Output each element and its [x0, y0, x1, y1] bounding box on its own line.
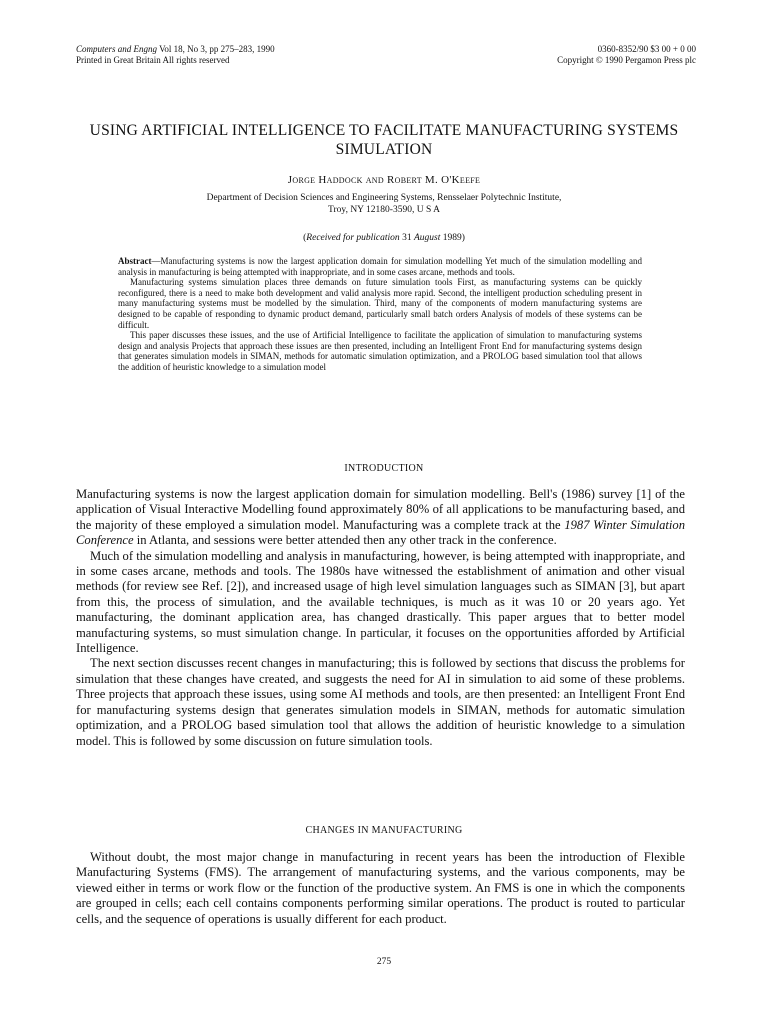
- abstract-paragraph-2: Manufacturing systems simulation places three demands on future simulation tools First, as manufacturing systems can be quickly reconfigured, there is a need to make both development and valid analysis more rapid. Second, the intelligent production scheduling present in many manufacturing systems must be modelled by the simulation. Third, many of the components of modern manufacturing systems are designed to be capable of responding to dynamic product demand, particularly small batch orders Analysis of models of these systems can be difficult.: [118, 277, 642, 330]
- received-day: 31: [399, 233, 414, 243]
- introduction-heading: INTRODUCTION: [344, 463, 424, 474]
- introduction-paragraph-1: [76, 487, 685, 549]
- copyright-block: [557, 44, 696, 66]
- received-month: August: [413, 233, 441, 243]
- intro-p1-text-b: in Atlanta, and sessions were better attended then any other track in the conference.: [133, 533, 557, 548]
- received-year: 1989): [440, 233, 465, 243]
- journal-line: [76, 44, 275, 55]
- journal-citation: [76, 44, 275, 66]
- received-open: (: [303, 233, 307, 243]
- abstract-text-1: —Manufacturing systems is now the largest application domain for simulation modelling Yet much of the simulation modelling and analysis in manufacturing is being attempted with inappropriate, and in some cases arcane, methods and tools.: [118, 256, 642, 277]
- changes-body: [76, 850, 685, 927]
- conference-name: 1987 Winter Simulation Conference: [76, 517, 686, 548]
- author-affiliation: [120, 192, 648, 216]
- abstract: [118, 256, 642, 373]
- journal-name: Computers and Engng: [76, 44, 157, 54]
- paper-title: USING ARTIFICIAL INTELLIGENCE TO FACILITATE MANUFACTURING SYSTEMS SIMULATION: [89, 122, 679, 158]
- introduction-paragraph-2: Much of the simulation modelling and analysis in manufacturing, however, is being attempted with inappropriate, and in some cases arcane, methods and tools. The 1980s have witnessed the establishment of animation and other visual methods (for review see Ref. [2]), and increased usage of high level simulation languages such as SIMAN [3], but apart from this, the process of simulation, and the available techniques, is much as it was 10 or 20 years ago. Yet manufacturing, the dominant application area, has changed drastically. This paper argues that to better model manufacturing systems, so must simulation change. In particular, it focuses on the opportunities afforded by Artificial Intelligence.: [76, 548, 685, 656]
- printed-line: Printed in Great Britain All rights reserved: [76, 55, 230, 65]
- affiliation-line-2: Troy, NY 12180-3590, U S A: [328, 205, 440, 215]
- affiliation-line-1: Department of Decision Sciences and Engineering Systems, Rensselaer Polytechnic Institute,: [206, 193, 562, 203]
- introduction-body: [76, 487, 685, 749]
- paper-authors: Jorge Haddock and Robert M. O'Keefe: [287, 174, 481, 186]
- issn-code: 0360-8352/90 $3 00 + 0 00: [597, 44, 696, 54]
- intro-p1-text-a: Manufacturing systems is now the largest application domain for simulation modelling. Bell's (1986) survey [1] of the application of Visual Interactive Modelling found approximately 80% of all applications to be manufacturing based, and the majority of these employed a simulation model. Manufacturing was a complete track at the: [76, 487, 685, 532]
- changes-paragraph-1: Without doubt, the most major change in manufacturing in recent years has been the introduction of Flexible Manufacturing Systems (FMS). The arrangement of manufacturing systems, and the various components, may be viewed either in terms or work flow or the function of the productive system. An FMS is one in which the components are grouped in cells; each cell contains components performing similar operations. The product is routed to particular cells, and the sequence of operations is usually different for each product.: [76, 850, 685, 926]
- abstract-paragraph-1: [118, 256, 642, 277]
- received-label: Received for publication: [306, 233, 400, 243]
- page-number: 275: [376, 957, 392, 967]
- abstract-paragraph-3: This paper discusses these issues, and the use of Artificial Intelligence to facilitate the application of simulation to manufacturing systems design and analysis Projects that approach these issues are then presented, including an Intelligent Front End for manufacturing systems design that generates simulation models in SIMAN, methods for automatic simulation optimization, and a PROLOG based simulation tool that allows the addition of heuristic knowledge to a simulation model: [118, 330, 642, 372]
- copyright-line: Copyright © 1990 Pergamon Press plc: [557, 55, 696, 65]
- abstract-label: Abstract: [118, 256, 152, 266]
- received-date: [60, 233, 708, 243]
- changes-heading: CHANGES IN MANUFACTURING: [305, 825, 463, 836]
- journal-volume: Vol 18, No 3, pp 275–283, 1990: [157, 44, 275, 54]
- introduction-paragraph-3: The next section discusses recent changes in manufacturing; this is followed by sections that discuss the problems for simulation that these changes have created, and suggests the need for AI in simulation to aid some of these problems. Three projects that approach these issues, using some AI methods and tools, are then presented: an Intelligent Front End for manufacturing systems design that generates simulation models in SIMAN, methods for automatic simulation optimization, and a PROLOG based simulation tool that allows the addition of heuristic knowledge to a simulation model. This is followed by some discussion on future simulation tools.: [76, 656, 685, 748]
